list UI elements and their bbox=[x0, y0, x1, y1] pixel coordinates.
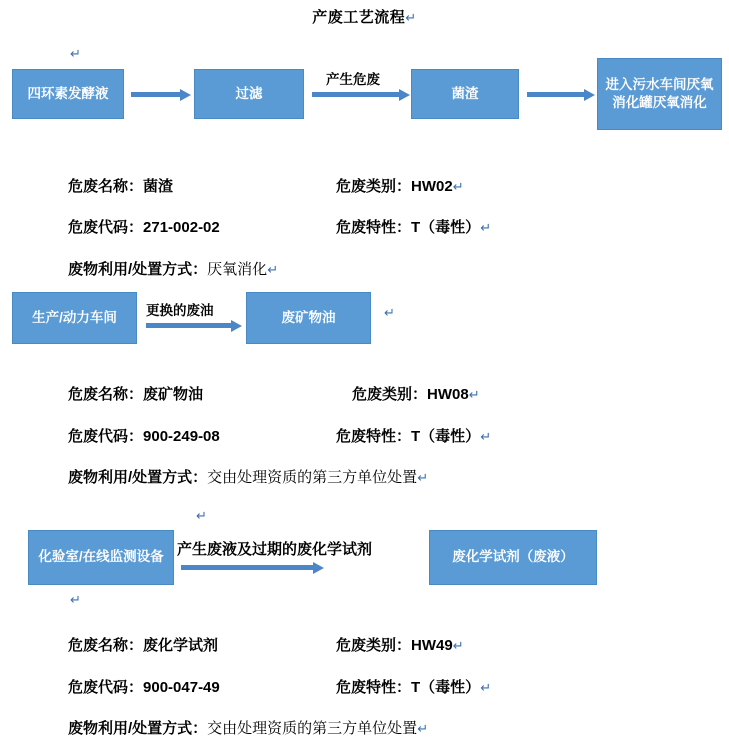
info3-row1-right bbox=[336, 634, 464, 655]
info3-row3 bbox=[68, 717, 428, 738]
flow2-arrow-label: 更换的废油 bbox=[146, 303, 214, 318]
paragraph-mark: ↵ bbox=[70, 46, 81, 61]
paragraph-mark: ↵ bbox=[405, 10, 417, 25]
flow3-box1-label: 化验室/在线监测设备 bbox=[38, 549, 164, 565]
page-title-text: 产废工艺流程 bbox=[312, 9, 406, 26]
info3-disposal-label: 废物利用/处置方式： bbox=[68, 720, 208, 737]
paragraph-mark: ↵ bbox=[196, 508, 207, 523]
info2-row1-left bbox=[68, 383, 203, 404]
flow3-box-lab[interactable] bbox=[28, 530, 174, 585]
info2-disposal-value: 交由处理资质的第三方单位处置 bbox=[207, 469, 418, 486]
paragraph-mark: ↵ bbox=[384, 305, 395, 320]
info1-property-value: T（毒性） bbox=[411, 219, 481, 236]
info2-code-label: 危废代码： bbox=[68, 428, 144, 445]
info3-name-value: 废化学试剂 bbox=[143, 637, 219, 654]
info1-disposal-label: 废物利用/处置方式： bbox=[68, 261, 208, 278]
flow1-box3-label: 菌渣 bbox=[451, 85, 479, 101]
info2-category-label: 危废类别： bbox=[352, 386, 428, 403]
flow3-arrow-1 bbox=[181, 562, 324, 572]
flow2-arrow-1 bbox=[146, 320, 242, 330]
info2-disposal-label: 废物利用/处置方式： bbox=[68, 469, 208, 486]
info3-code-label: 危废代码： bbox=[68, 679, 144, 696]
info1-row3 bbox=[68, 258, 278, 279]
flow2-box1-label: 生产/动力车间 bbox=[32, 309, 117, 325]
info2-row3 bbox=[68, 466, 428, 487]
info1-row1-left bbox=[68, 175, 173, 196]
info1-name-label: 危废名称： bbox=[68, 178, 144, 195]
info3-category-value: HW49 bbox=[411, 637, 453, 654]
paragraph-mark: ↵ bbox=[417, 470, 429, 485]
flow1-box-filter[interactable] bbox=[194, 69, 304, 119]
info2-category-value: HW08 bbox=[427, 386, 469, 403]
flow1-box2-label: 过滤 bbox=[235, 85, 263, 101]
flow2-box-waste-oil[interactable] bbox=[246, 292, 371, 344]
paragraph-mark: ↵ bbox=[267, 262, 279, 277]
flow1-arrow-1 bbox=[131, 89, 191, 99]
info3-row1-left bbox=[68, 634, 218, 655]
info1-property-label: 危废特性： bbox=[336, 219, 412, 236]
flow1-box-fermentation[interactable] bbox=[12, 69, 124, 119]
paragraph-mark: ↵ bbox=[468, 387, 480, 402]
info2-row2-left bbox=[68, 425, 220, 446]
flow1-box-residue[interactable] bbox=[411, 69, 519, 119]
info1-category-value: HW02 bbox=[411, 178, 453, 195]
paragraph-mark: ↵ bbox=[480, 429, 492, 444]
info1-code-label: 危废代码： bbox=[68, 219, 144, 236]
flow1-arrow-3 bbox=[527, 89, 595, 99]
flow1-box1-label: 四环素发酵液 bbox=[27, 85, 109, 101]
info1-row1-right bbox=[336, 175, 464, 196]
info1-row2-left bbox=[68, 216, 220, 237]
paragraph-mark: ↵ bbox=[70, 592, 81, 607]
paragraph-mark: ↵ bbox=[452, 638, 464, 653]
info3-row2-left bbox=[68, 676, 220, 697]
info3-disposal-value: 交由处理资质的第三方单位处置 bbox=[207, 720, 418, 737]
paragraph-mark: ↵ bbox=[480, 220, 492, 235]
flow2-box-workshop[interactable] bbox=[12, 292, 137, 344]
info3-property-value: T（毒性） bbox=[411, 679, 481, 696]
paragraph-mark: ↵ bbox=[417, 721, 429, 736]
info2-name-label: 危废名称： bbox=[68, 386, 144, 403]
flow1-arrow-2 bbox=[312, 89, 410, 99]
info2-row2-right bbox=[336, 425, 491, 446]
info1-name-value: 菌渣 bbox=[143, 178, 174, 195]
flow1-box4-label: 进入污水车间厌氧消化罐厌氧消化 bbox=[605, 76, 714, 110]
paragraph-mark: ↵ bbox=[480, 680, 492, 695]
info1-category-label: 危废类别： bbox=[336, 178, 412, 195]
info2-property-label: 危废特性： bbox=[336, 428, 412, 445]
paragraph-mark: ↵ bbox=[452, 179, 464, 194]
flow3-box2-label: 废化学试剂（废液） bbox=[452, 549, 574, 565]
info2-row1-right bbox=[352, 383, 480, 404]
info3-name-label: 危废名称： bbox=[68, 637, 144, 654]
flow1-box-anaerobic[interactable] bbox=[597, 58, 722, 130]
flow2-box2-label: 废矿物油 bbox=[281, 309, 336, 325]
flow3-box-waste-reagent[interactable] bbox=[429, 530, 597, 585]
info2-property-value: T（毒性） bbox=[411, 428, 481, 445]
info3-code-value: 900-047-49 bbox=[143, 679, 220, 696]
info2-code-value: 900-249-08 bbox=[143, 428, 220, 445]
page-title bbox=[0, 6, 729, 27]
info2-name-value: 废矿物油 bbox=[143, 386, 204, 403]
info3-property-label: 危废特性： bbox=[336, 679, 412, 696]
info1-code-value: 271-002-02 bbox=[143, 219, 220, 236]
info3-row2-right bbox=[336, 676, 491, 697]
flow3-arrow-label: 产生废液及过期的废化学试剂 bbox=[177, 541, 373, 558]
info3-category-label: 危废类别： bbox=[336, 637, 412, 654]
info1-row2-right bbox=[336, 216, 491, 237]
info1-disposal-value: 厌氧消化 bbox=[207, 261, 268, 278]
flow1-arrow-label: 产生危废 bbox=[326, 72, 380, 87]
